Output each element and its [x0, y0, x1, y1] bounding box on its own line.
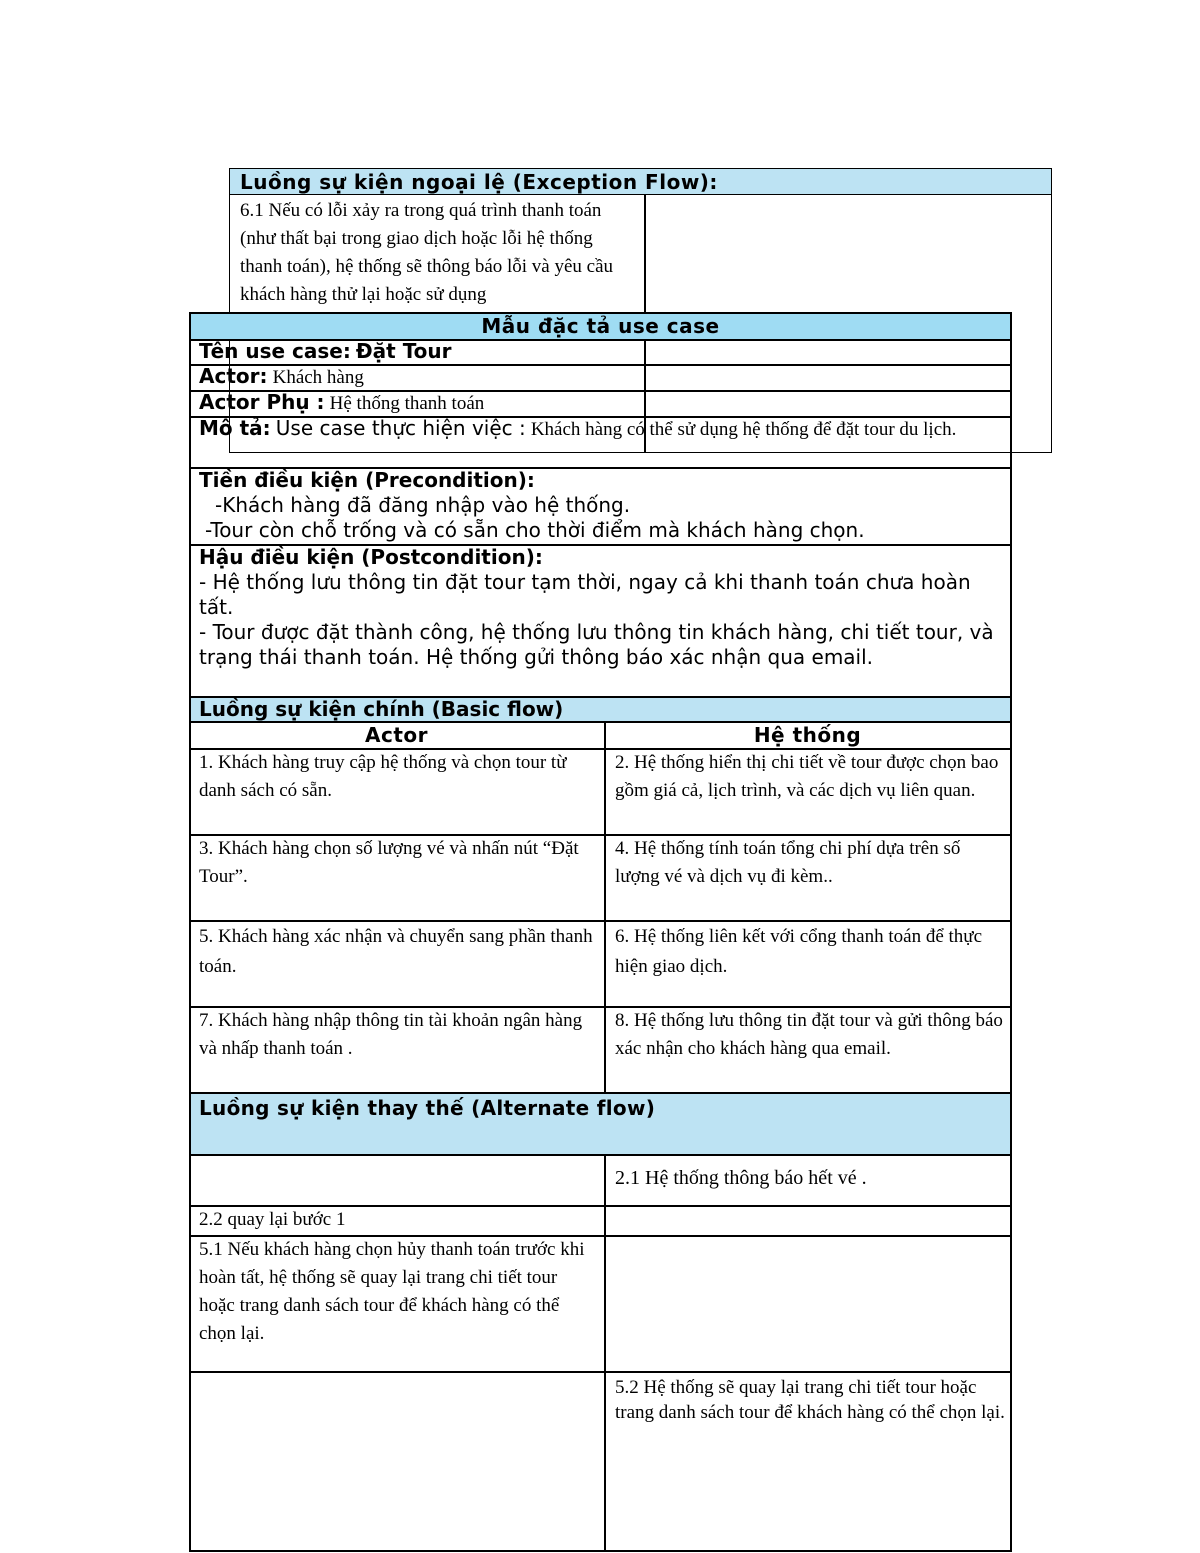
postcondition-item: - Hệ thống lưu thông tin đặt tour tạm thời, ngay cả khi thanh toán chưa hoàn tất. [199, 570, 971, 619]
secondary-actor-label: Actor Phụ : [199, 390, 325, 414]
description-row [189, 416, 999, 468]
precondition-item: -Khách hàng đã đăng nhập vào hệ thống. [215, 493, 631, 517]
alternate-flow-actor-step: 5.1 Nếu khách hàng chọn hủy thanh toán trước khi hoàn tất, hệ thống sẽ quay lại trang chi tiết tour hoặc trang danh sách tour để khách hàng có thể chọn lại. [199, 1239, 585, 1344]
exception-item-6-1: 6.1 Nếu có lỗi xảy ra trong quá trình thanh toán (như thất bại trong giao dịch hoặc lỗi hệ thống thanh toán), hệ thống sẽ thông báo lỗi và yêu cầu khách hàng thử lại hoặc sử dụng [240, 200, 614, 305]
alternate-flow-header: Luồng sự kiện thay thế (Alternate flow) [199, 1096, 656, 1120]
precondition-label: Tiền điều kiện (Precondition): [199, 468, 535, 492]
alternate-flow-system-step: 2.1 Hệ thống thông báo hết vé . [615, 1167, 867, 1189]
postcondition-label: Hậu điều kiện (Postcondition): [199, 545, 543, 569]
description-intro: Use case thực hiện việc : [275, 416, 526, 440]
basic-flow-actor-step: 1. Khách hàng truy cập hệ thống và chọn tour từ danh sách có sẵn. [199, 752, 567, 801]
alternate-flow-actor-step: 2.2 quay lại bước 1 [199, 1209, 346, 1230]
basic-flow-system-step: 8. Hệ thống lưu thông tin đặt tour và gửi thông báo xác nhận cho khách hàng qua email. [615, 1010, 1003, 1059]
column-header-actor: Actor [365, 723, 428, 747]
basic-flow-system-step: 6. Hệ thống liên kết với cổng thanh toán để thực hiện giao dịch. [615, 926, 983, 977]
basic-flow-header: Luồng sự kiện chính (Basic flow) [199, 697, 564, 721]
alternate-flow-actor-step [189, 1155, 594, 1205]
use-case-name-label: Tên use case: [199, 339, 351, 363]
basic-flow-actor-step: 7. Khách hàng nhập thông tin tài khoản ngân hàng và nhấp thanh toán . [199, 1010, 583, 1059]
basic-flow-actor-step: 3. Khách hàng chọn số lượng vé và nhấn nút “Đặt Tour”. [199, 838, 579, 887]
description-label: Mô tả: [199, 416, 271, 440]
alternate-flow-system-step [605, 1236, 1007, 1371]
column-header-system: Hệ thống [753, 723, 862, 747]
use-case-title: Mẫu đặc tả use case [481, 314, 720, 338]
basic-flow-system-step: 2. Hệ thống hiển thị chi tiết về tour được chọn bao gồm giá cả, lịch trình, và các dịch vụ liên quan. [615, 752, 999, 801]
description-value: Khách hàng có thể sử dụng hệ thống để đặt tour du lịch. [530, 419, 957, 440]
precondition-item: -Tour còn chỗ trống và có sẵn cho thời điểm mà khách hàng chọn. [205, 518, 865, 542]
use-case-spec-table [189, 312, 1012, 1553]
basic-flow-system-step: 4. Hệ thống tính toán tổng chi phí dựa trên số lượng vé và dịch vụ đi kèm.. [615, 838, 961, 887]
exception-flow-header: Luồng sự kiện ngoại lệ (Exception Flow): [230, 169, 1051, 195]
alternate-flow-system-step [605, 1206, 1007, 1235]
use-case-name-row [189, 339, 644, 365]
precondition-cell [189, 468, 1004, 544]
actor-label: Actor: [199, 364, 268, 388]
alternate-flow-system-step: 5.2 Hệ thống sẽ quay lại trang chi tiết tour hoặc trang danh sách tour để khách hàng có thể chọn lại. [615, 1377, 1005, 1423]
actor-row [189, 364, 644, 390]
basic-flow-actor-step: 5. Khách hàng xác nhận và chuyển sang phần thanh toán. [199, 926, 593, 977]
alternate-flow-actor-step [189, 1372, 594, 1550]
actor-value: Khách hàng [272, 367, 364, 388]
postcondition-item: - Tour được đặt thành công, hệ thống lưu thông tin khách hàng, chi tiết tour, và trạng thái thanh toán. Hệ thống gửi thông báo xác nhận qua email. [199, 620, 994, 669]
secondary-actor-value: Hệ thống thanh toán [329, 393, 485, 414]
secondary-actor-row [189, 390, 644, 416]
postcondition-cell [189, 545, 1004, 696]
use-case-name-value: Đặt Tour [355, 339, 452, 363]
